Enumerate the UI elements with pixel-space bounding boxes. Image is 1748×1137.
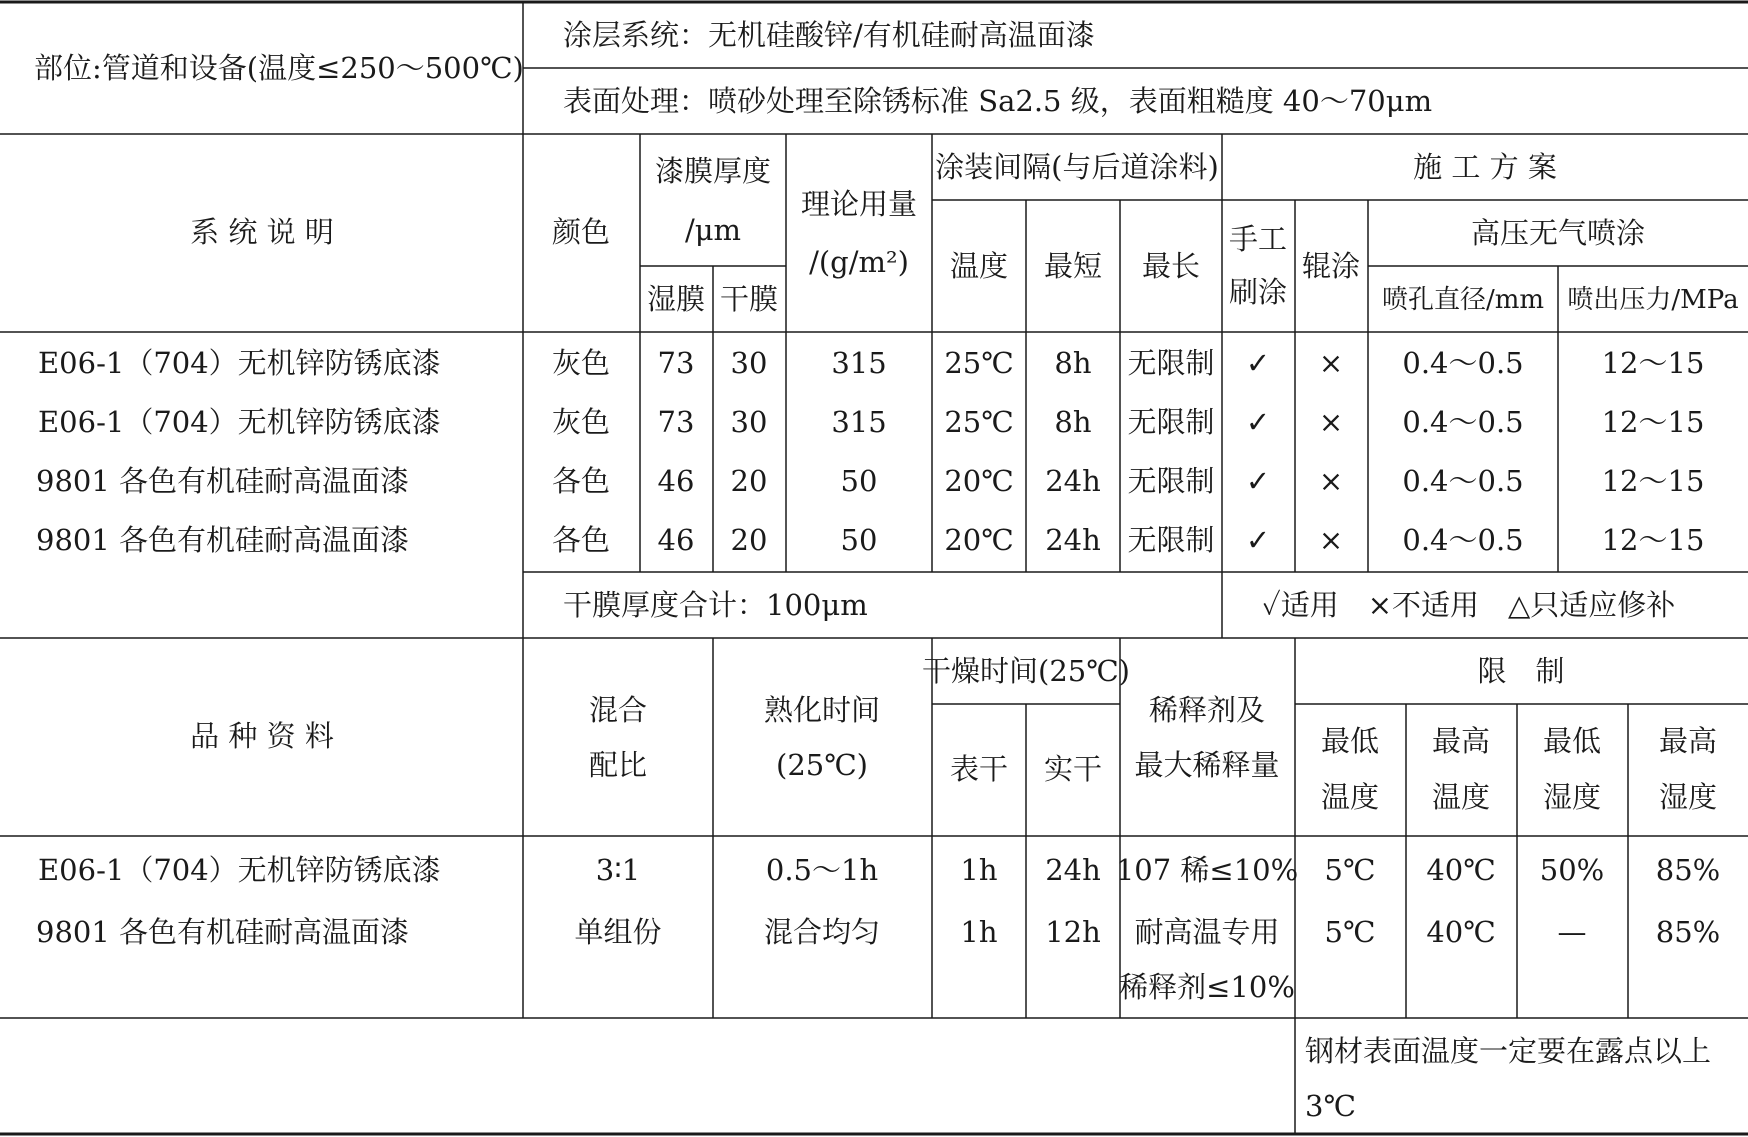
col-dry-film-header: 干膜 bbox=[719, 282, 779, 316]
row-pressure: 12～15 bbox=[1601, 464, 1705, 498]
col-limits-header: 限 制 bbox=[1477, 654, 1565, 688]
row-min: 24h bbox=[1045, 523, 1101, 557]
row-usage: 50 bbox=[840, 523, 878, 557]
legend-text: ✓适用 ×不适用 △只适应修补 bbox=[1262, 588, 1676, 622]
col-roll-header: 辊涂 bbox=[1301, 249, 1361, 283]
col-max-hum-header: 最高 bbox=[1658, 724, 1718, 758]
col-brush-header: 手工 bbox=[1228, 222, 1288, 256]
row-min: 8h bbox=[1054, 405, 1092, 439]
row-temp: 25℃ bbox=[944, 405, 1014, 439]
row-pressure: 12～15 bbox=[1601, 405, 1705, 439]
row-max-hum: 85% bbox=[1655, 915, 1721, 949]
col-usage-header: 理论用量 bbox=[800, 187, 918, 221]
col-airless-header: 高压无气喷涂 bbox=[1470, 216, 1646, 250]
row-thinner: 耐高温专用 bbox=[1134, 915, 1280, 949]
row-brush: ✓ bbox=[1245, 405, 1271, 439]
row-max-temp: 40℃ bbox=[1426, 915, 1496, 949]
row-name: E06-1（704）无机锌防锈底漆 bbox=[38, 346, 441, 380]
col-thinner-header-2: 最大稀释量 bbox=[1134, 748, 1280, 782]
row-usage: 315 bbox=[831, 346, 887, 380]
row-brush: ✓ bbox=[1245, 346, 1271, 380]
col-cure-header: 熟化时间 bbox=[763, 693, 881, 727]
row-temp: 25℃ bbox=[944, 346, 1014, 380]
row-max: 无限制 bbox=[1127, 464, 1215, 498]
col-nozzle-header: 喷孔直径/mm bbox=[1381, 285, 1545, 315]
row-thinner: 107 稀≤10% bbox=[1115, 853, 1299, 887]
col-surface-dry-header: 表干 bbox=[949, 752, 1009, 786]
row-max-hum: 85% bbox=[1655, 853, 1721, 887]
col-max-header: 最长 bbox=[1141, 249, 1201, 283]
row-roll: × bbox=[1318, 405, 1344, 439]
col-mix-header: 混合 bbox=[588, 693, 648, 727]
col-pressure-header: 喷出压力/MPa bbox=[1567, 285, 1739, 315]
col-max-temp-header-2: 温度 bbox=[1431, 780, 1491, 814]
row-wet: 73 bbox=[657, 405, 695, 439]
row-brush: ✓ bbox=[1245, 523, 1271, 557]
row-temp: 20℃ bbox=[944, 523, 1014, 557]
row-roll: × bbox=[1318, 523, 1344, 557]
col-film-thickness-header: 漆膜厚度 bbox=[654, 154, 772, 188]
row-pressure: 12～15 bbox=[1601, 346, 1705, 380]
col-max-temp-header: 最高 bbox=[1431, 724, 1491, 758]
col-min-hum-header-2: 湿度 bbox=[1542, 780, 1602, 814]
row-min-temp: 5℃ bbox=[1324, 915, 1376, 949]
row-wet: 46 bbox=[657, 523, 695, 557]
row-name: E06-1（704）无机锌防锈底漆 bbox=[38, 853, 441, 887]
row-hard-dry: 12h bbox=[1045, 915, 1101, 949]
col-color-header: 颜色 bbox=[551, 215, 611, 249]
row-max-temp: 40℃ bbox=[1426, 853, 1496, 887]
row-surface-dry: 1h bbox=[960, 853, 998, 887]
coating-system-label: 涂层系统：无机硅酸锌/有机硅耐高温面漆 bbox=[563, 18, 1095, 52]
col-min-temp-header: 最低 bbox=[1320, 724, 1380, 758]
row-usage: 315 bbox=[831, 405, 887, 439]
col-cure-header-2: (25℃) bbox=[776, 748, 868, 782]
row-thinner-2: 稀释剂≤10% bbox=[1119, 970, 1295, 1004]
row-cure: 0.5～1h bbox=[765, 853, 879, 887]
row-min-temp: 5℃ bbox=[1324, 853, 1376, 887]
row-wet: 73 bbox=[657, 346, 695, 380]
col-interval-header: 涂装间隔(与后道涂料) bbox=[935, 150, 1219, 184]
note-text: 钢材表面温度一定要在露点以上 3℃ bbox=[1305, 1034, 1712, 1123]
row-nozzle: 0.4～0.5 bbox=[1402, 405, 1524, 439]
row-dry: 20 bbox=[730, 523, 768, 557]
col-dry-time-header: 干燥时间(25℃) bbox=[922, 654, 1130, 688]
system-description-title: 系 统 说 明 bbox=[190, 215, 334, 249]
row-color: 灰色 bbox=[551, 405, 611, 439]
col-min-hum-header: 最低 bbox=[1542, 724, 1602, 758]
col-plan-header: 施 工 方 案 bbox=[1413, 150, 1557, 184]
col-mix-header-2: 配比 bbox=[588, 748, 648, 782]
row-nozzle: 0.4～0.5 bbox=[1402, 523, 1524, 557]
row-max: 无限制 bbox=[1127, 346, 1215, 380]
row-pressure: 12～15 bbox=[1601, 523, 1705, 557]
col-film-thickness-unit: /μm bbox=[684, 213, 742, 247]
row-temp: 20℃ bbox=[944, 464, 1014, 498]
col-wet-film-header: 湿膜 bbox=[646, 282, 706, 316]
col-hard-dry-header: 实干 bbox=[1043, 752, 1103, 786]
row-color: 各色 bbox=[551, 464, 611, 498]
row-color: 灰色 bbox=[551, 346, 611, 380]
total-dry-film: 干膜厚度合计：100μm bbox=[563, 588, 868, 622]
row-name: E06-1（704）无机锌防锈底漆 bbox=[38, 405, 441, 439]
col-min-temp-header-2: 温度 bbox=[1320, 780, 1380, 814]
row-min: 24h bbox=[1045, 464, 1101, 498]
row-mix: 3∶1 bbox=[595, 853, 641, 887]
row-surface-dry: 1h bbox=[960, 915, 998, 949]
col-thinner-header: 稀释剂及 bbox=[1148, 693, 1266, 727]
row-roll: × bbox=[1318, 464, 1344, 498]
row-min-hum: 50% bbox=[1539, 853, 1605, 887]
row-nozzle: 0.4～0.5 bbox=[1402, 346, 1524, 380]
row-dry: 20 bbox=[730, 464, 768, 498]
col-min-header: 最短 bbox=[1043, 249, 1103, 283]
col-brush-header-2: 刷涂 bbox=[1228, 275, 1288, 309]
col-usage-unit: /(g/m²) bbox=[809, 245, 909, 279]
row-roll: × bbox=[1318, 346, 1344, 380]
row-max: 无限制 bbox=[1127, 405, 1215, 439]
col-max-hum-header-2: 湿度 bbox=[1658, 780, 1718, 814]
row-cure: 混合均匀 bbox=[763, 915, 881, 949]
surface-treatment-label: 表面处理：喷砂处理至除锈标准 Sa2.5 级，表面粗糙度 40～70μm bbox=[563, 84, 1433, 118]
row-name: 9801 各色有机硅耐高温面漆 bbox=[36, 464, 410, 498]
row-hard-dry: 24h bbox=[1045, 853, 1101, 887]
row-min-hum: — bbox=[1557, 915, 1587, 949]
row-name: 9801 各色有机硅耐高温面漆 bbox=[36, 523, 410, 557]
row-wet: 46 bbox=[657, 464, 695, 498]
row-usage: 50 bbox=[840, 464, 878, 498]
row-mix: 单组份 bbox=[574, 915, 662, 949]
row-dry: 30 bbox=[730, 346, 768, 380]
col-temp-header: 温度 bbox=[949, 249, 1009, 283]
row-max: 无限制 bbox=[1127, 523, 1215, 557]
row-brush: ✓ bbox=[1245, 464, 1271, 498]
location-label: 部位:管道和设备(温度≤250～500℃) bbox=[34, 51, 524, 85]
product-info-title: 品 种 资 料 bbox=[190, 719, 334, 753]
row-dry: 30 bbox=[730, 405, 768, 439]
row-nozzle: 0.4～0.5 bbox=[1402, 464, 1524, 498]
row-name: 9801 各色有机硅耐高温面漆 bbox=[36, 915, 410, 949]
row-color: 各色 bbox=[551, 523, 611, 557]
row-min: 8h bbox=[1054, 346, 1092, 380]
